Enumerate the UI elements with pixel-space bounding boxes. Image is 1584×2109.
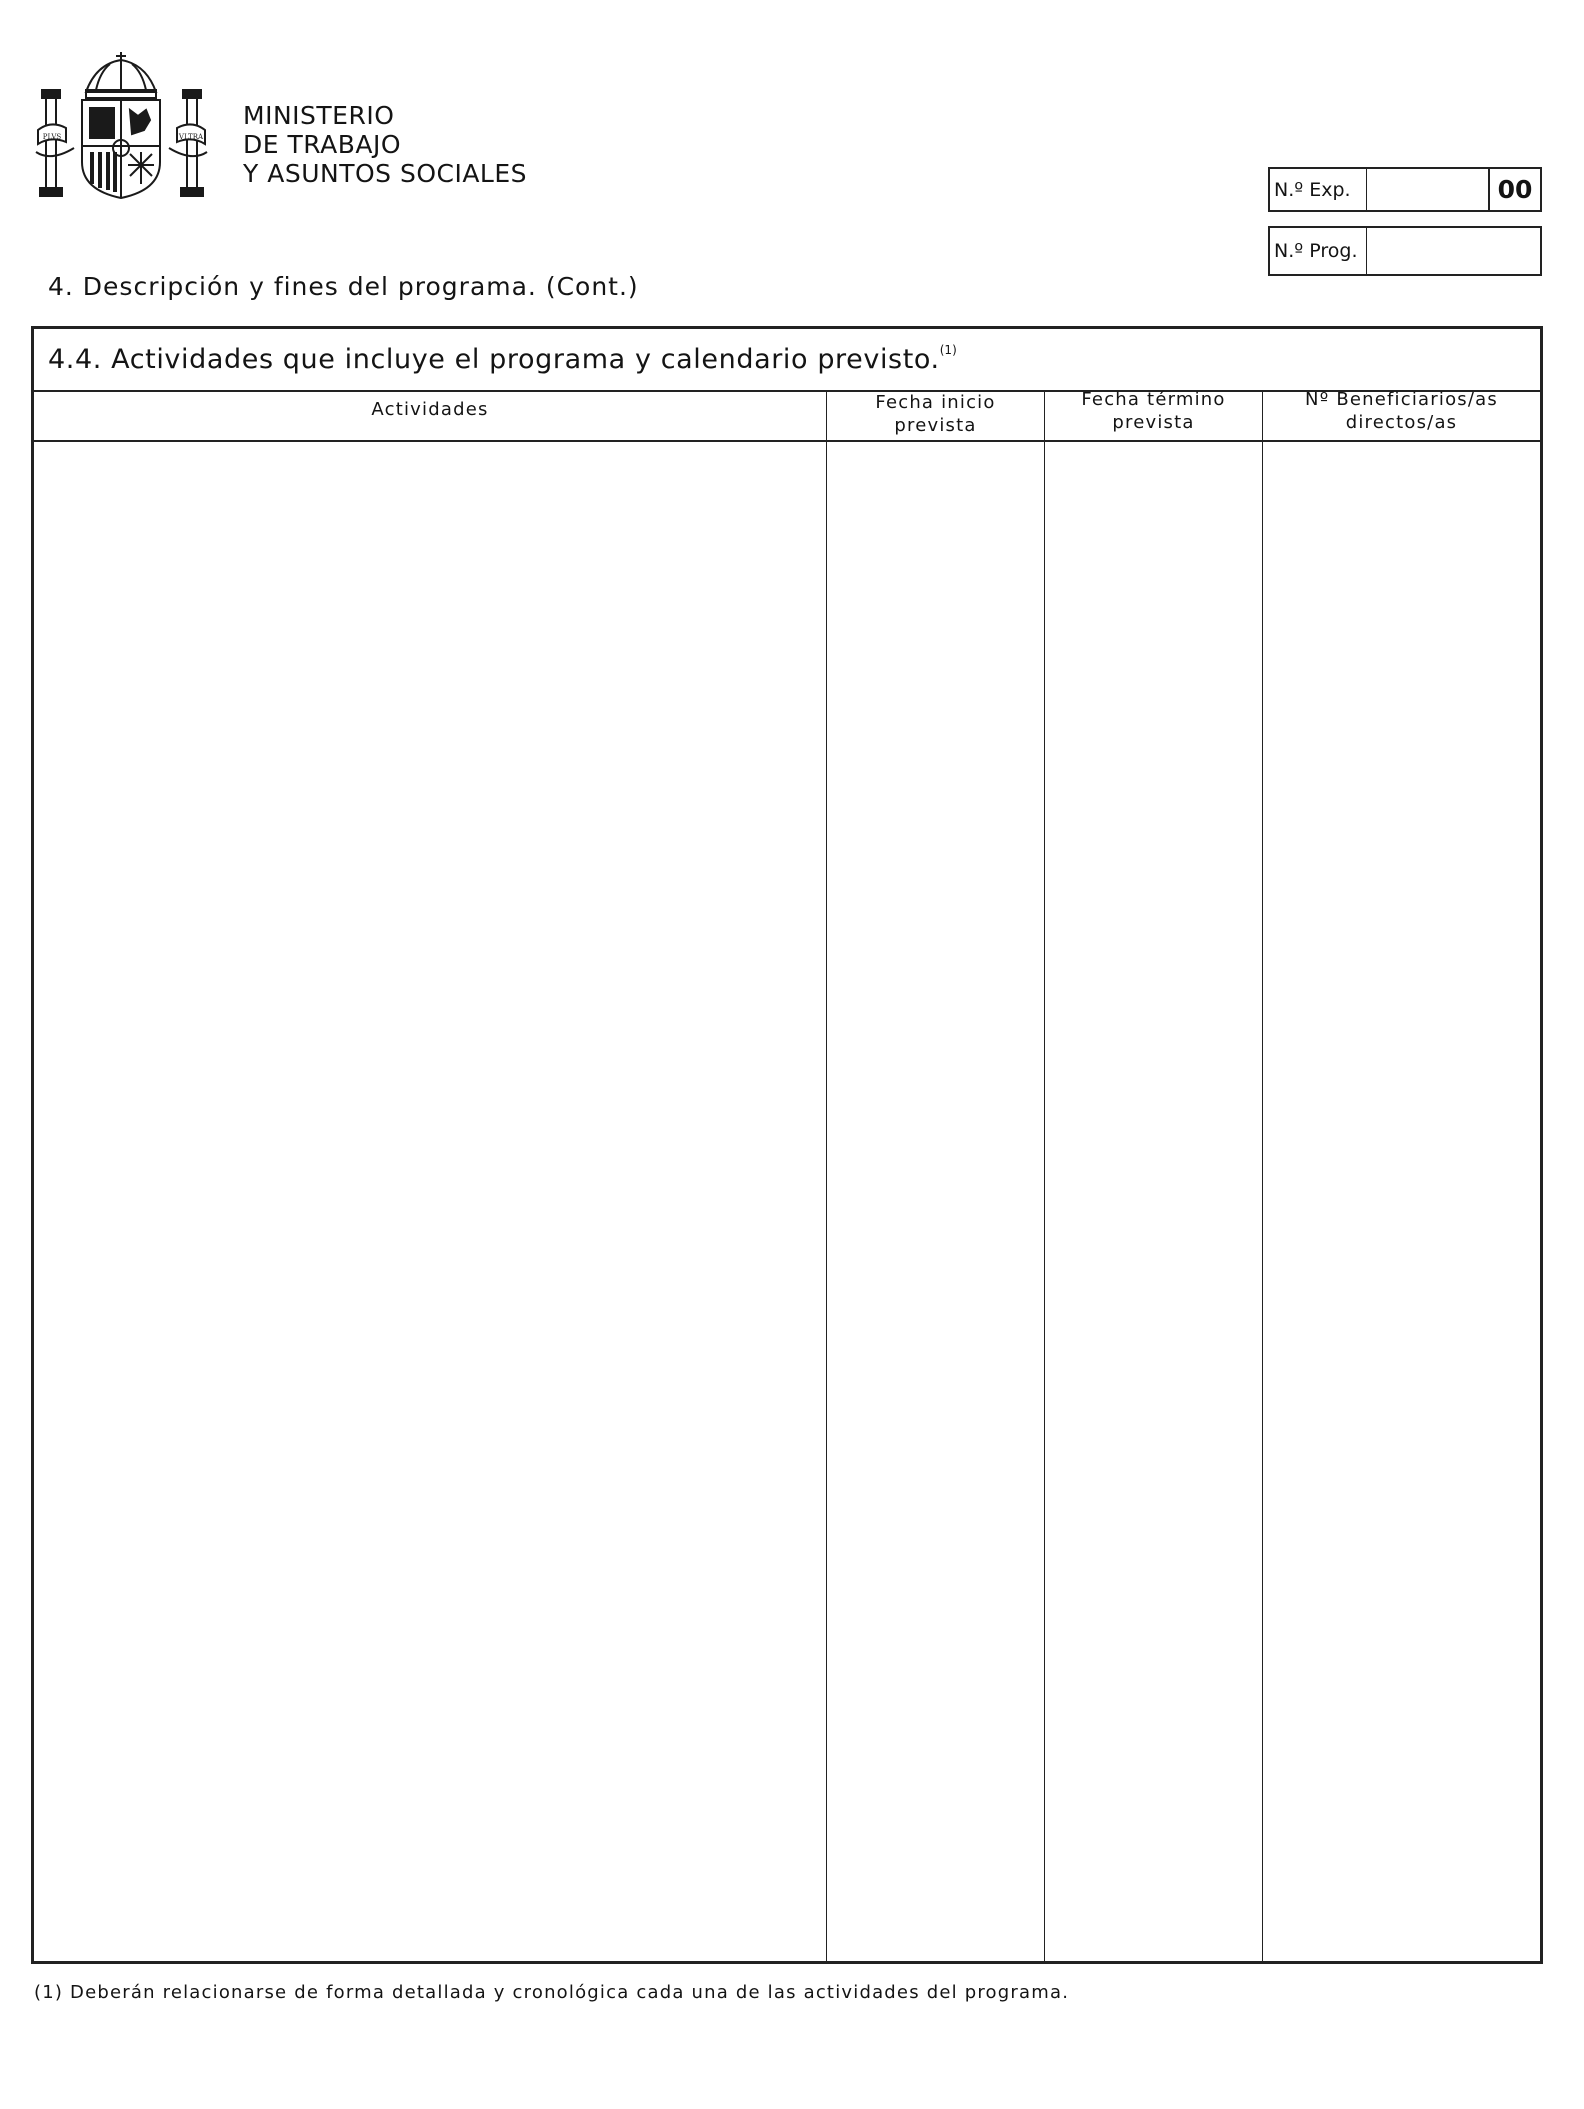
subsection-title <box>48 343 957 375</box>
column-header-line: Actividades <box>371 399 489 420</box>
exp-code: 00 <box>1497 175 1533 204</box>
column-header-fecha-inicio <box>827 391 1044 437</box>
subsection-title-text: 4.4. Actividades que incluye el programa y calendario previsto. <box>48 344 940 375</box>
column-header-fecha-termino <box>1045 388 1262 434</box>
exp-number-field[interactable] <box>1367 169 1490 210</box>
column-header-line: Fecha inicio <box>875 392 996 413</box>
svg-text:VLTRA: VLTRA <box>178 133 204 141</box>
column-header-beneficiarios <box>1263 388 1540 434</box>
ministry-name-line-3: Y ASUNTOS SOCIALES <box>243 159 528 188</box>
beneficiarios-cell[interactable] <box>1263 442 1540 1960</box>
prog-number-field[interactable] <box>1367 228 1540 274</box>
exp-label: N.º Exp. <box>1270 169 1367 210</box>
column-header-line: directos/as <box>1345 412 1458 433</box>
fecha-inicio-cell[interactable] <box>827 442 1044 1960</box>
ministry-name-line-1: MINISTERIO <box>243 101 395 130</box>
footnote: (1) Deberán relacionarse de forma detallada y cronológica cada una de las actividades del programa. <box>34 1982 1070 2003</box>
footnote-ref: (1) <box>939 343 957 357</box>
prog-number-box <box>1268 226 1542 276</box>
exp-number-box <box>1268 167 1542 212</box>
section-title: 4. Descripción y fines del programa. (Cont.) <box>48 272 639 301</box>
fecha-termino-cell[interactable] <box>1045 442 1262 1960</box>
coat-of-arms-logo <box>34 50 209 205</box>
svg-text:PLVS: PLVS <box>42 133 62 141</box>
column-header-line: prevista <box>894 415 977 436</box>
prog-label: N.º Prog. <box>1270 228 1367 274</box>
column-header-line: prevista <box>1112 412 1195 433</box>
column-header-actividades <box>34 398 826 421</box>
ministry-name-line-2: DE TRABAJO <box>243 130 402 159</box>
column-header-line: Fecha término <box>1081 389 1226 410</box>
column-header-line: Nº Beneficiarios/as <box>1305 389 1498 410</box>
activities-cell[interactable] <box>34 442 826 1960</box>
